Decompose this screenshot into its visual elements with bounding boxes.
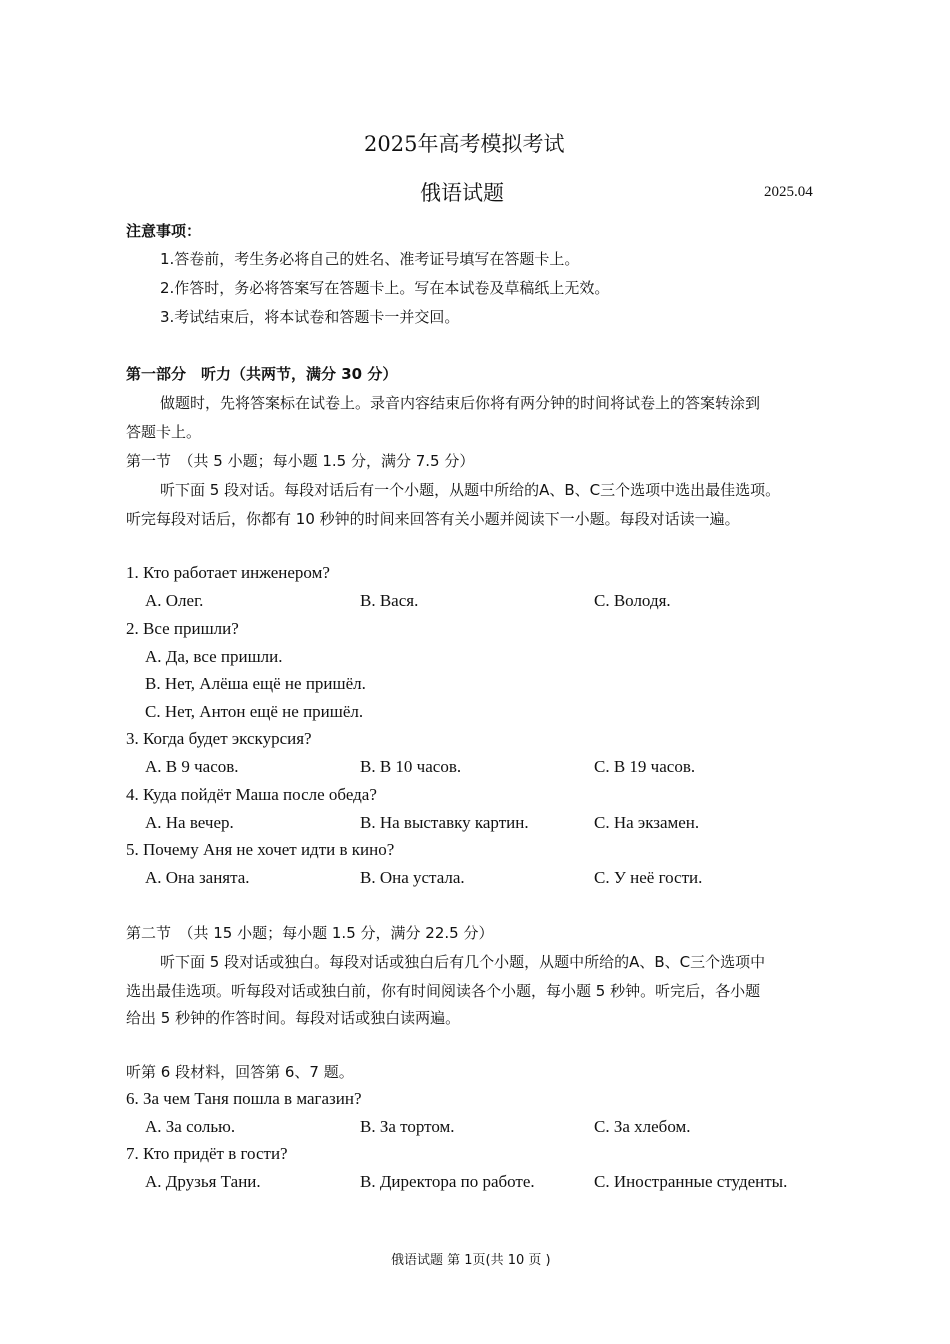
option-a: A. В 9 часов. bbox=[145, 757, 239, 776]
option-c: C. В 19 часов. bbox=[594, 757, 696, 776]
section2-instructions: 给出 5 秒钟的作答时间。每段对话或独白读两遍。 bbox=[126, 1009, 461, 1027]
question-text: 2. Все пришли? bbox=[126, 619, 239, 638]
option-c: C. Иностранные студенты. bbox=[594, 1172, 788, 1191]
option-c: C. Нет, Антон ещё не пришёл. bbox=[145, 702, 364, 721]
notice-item: 1.答卷前，考生务必将自己的姓名、准考证号填写在答题卡上。 bbox=[160, 250, 580, 268]
material-note: 听第 6 段材料，回答第 6、7 题。 bbox=[126, 1063, 354, 1081]
question-text: 5. Почему Аня не хочет идти в кино? bbox=[126, 840, 395, 859]
exam-title: 2025年高考模拟考试 bbox=[364, 132, 565, 156]
option-b: B. В 10 часов. bbox=[360, 757, 462, 776]
option-c: C. На экзамен. bbox=[594, 813, 700, 832]
option-a: A. Она занята. bbox=[145, 868, 250, 887]
option-c: C. За хлебом. bbox=[594, 1117, 691, 1136]
question-text: 6. За чем Таня пошла в магазин? bbox=[126, 1089, 362, 1108]
section1-heading: 第一节 （共 5 小题；每小题 1.5 分，满分 7.5 分） bbox=[126, 452, 475, 470]
option-a: A. Да, все пришли. bbox=[145, 647, 283, 666]
part1-heading: 第一部分 听力（共两节，满分 30 分） bbox=[126, 365, 398, 383]
section1-instructions: 听下面 5 段对话。每段对话后有一个小题，从题中所给的A、B、C三个选项中选出最佳选项。 bbox=[160, 481, 781, 499]
section1-instructions: 听完每段对话后，你都有 10 秒钟的时间来回答有关小题并阅读下一小题。每段对话读一遍。 bbox=[126, 510, 740, 528]
option-b: B. Директора по работе. bbox=[360, 1172, 535, 1191]
option-a: A. За солью. bbox=[145, 1117, 236, 1136]
exam-subtitle: 俄语试题 bbox=[420, 181, 504, 205]
part1-intro: 答题卡上。 bbox=[126, 423, 202, 441]
option-b: B. На выставку картин. bbox=[360, 813, 529, 832]
notice-heading: 注意事项： bbox=[126, 222, 202, 240]
part1-intro: 做题时，先将答案标在试卷上。录音内容结束后你将有两分钟的时间将试卷上的答案转涂到 bbox=[160, 394, 761, 412]
option-c: C. У неё гости. bbox=[594, 868, 703, 887]
option-c: C. Володя. bbox=[594, 591, 671, 610]
question-text: 3. Когда будет экскурсия? bbox=[126, 729, 312, 748]
option-a: A. Олег. bbox=[145, 591, 204, 610]
option-b: B. Нет, Алёша ещё не пришёл. bbox=[145, 674, 366, 693]
section2-instructions: 听下面 5 段对话或独白。每段对话或独白后有几个小题，从题中所给的A、B、C三个选项中 bbox=[160, 953, 766, 971]
notice-item: 2.作答时，务必将答案写在答题卡上。写在本试卷及草稿纸上无效。 bbox=[160, 279, 610, 297]
question-text: 1. Кто работает инженером? bbox=[126, 563, 330, 582]
exam-date: 2025.04 bbox=[764, 184, 813, 200]
option-b: B. Она устала. bbox=[360, 868, 465, 887]
page-footer: 俄语试题 第 1页(共 10 页 ) bbox=[391, 1253, 551, 1268]
notice-item: 3.考试结束后，将本试卷和答题卡一并交回。 bbox=[160, 308, 460, 326]
question-text: 4. Куда пойдёт Маша после обеда? bbox=[126, 785, 377, 804]
question-text: 7. Кто придёт в гости? bbox=[126, 1144, 288, 1163]
option-a: A. На вечер. bbox=[145, 813, 234, 832]
option-b: B. За тортом. bbox=[360, 1117, 455, 1136]
section2-instructions: 选出最佳选项。听每段对话或独白前，你有时间阅读各个小题，每小题 5 秒钟。听完后，各小题 bbox=[126, 982, 761, 1000]
option-a: A. Друзья Тани. bbox=[145, 1172, 261, 1191]
option-b: B. Вася. bbox=[360, 591, 419, 610]
section2-heading: 第二节 （共 15 小题；每小题 1.5 分，满分 22.5 分） bbox=[126, 924, 494, 942]
